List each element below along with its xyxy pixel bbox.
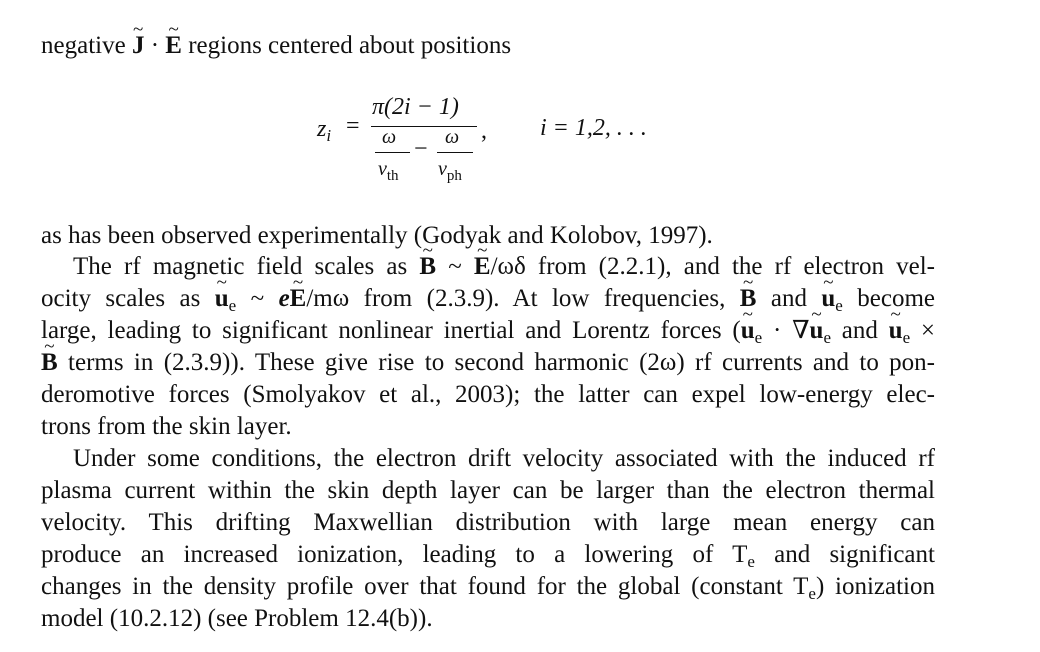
symbol-u-tilde: ~ u (810, 315, 824, 346)
symbol-u-tilde: ~ u (215, 283, 229, 314)
eq-omega-2: ω (445, 126, 460, 148)
para3-line5: changes in the density profile over that found for the global (constant $T_e$) ionization (41, 573, 936, 603)
eq-sub-fraction-bar-1 (375, 152, 410, 153)
para2-line2: ocity scales as ~ $u_e$ ~ e~ E/mω from (2.3.9). At low frequencies, ~ B and ~ $u_e$ become (41, 283, 935, 314)
intro-text-post: regions centered about positions (181, 32, 512, 59)
symbol-b-tilde: ~ B (419, 251, 436, 282)
symbol-e-tilde: ~ E (290, 283, 307, 314)
eq-minus: − (414, 136, 428, 162)
para2-line3: large, leading to significant nonlinear inertial and Lorentz forces (~ $u_e$ · ∇~ $u_e$ and ~ $u_e$ × (41, 315, 935, 346)
para2-line5: deromotive forces (Smolyakov et al., 2003); the latter can expel low-energy elec- (41, 381, 935, 408)
eq-comma: , (481, 118, 487, 144)
symbol-u-tilde: ~ u (889, 315, 903, 346)
intro-line (41, 30, 935, 61)
para3-line6: model (10.2.12) (see Problem 12.4(b)). (41, 605, 433, 632)
intro-text-pre: negative (41, 32, 132, 59)
para3-line2: plasma current within the skin depth layer can be larger than the electron thermal (41, 477, 935, 504)
eq-lhs: $z_i$ (317, 116, 332, 145)
eq-equals: = (346, 113, 360, 139)
eq-sub-fraction-bar-2 (437, 152, 473, 153)
para3-line3: velocity. This drifting Maxwellian distribution with large mean energy can (41, 509, 935, 536)
eq-v-th: $v_{th}$ (378, 158, 399, 184)
symbol-e-tilde: ~ E (474, 251, 491, 282)
para2-line1: The rf magnetic field scales as ~ B ~ ~ E/ωδ from (2.2.1), and the rf electron vel- (73, 251, 935, 282)
eq-v-ph: $v_{ph}$ (438, 158, 462, 184)
symbol-u-tilde: ~ u (741, 315, 755, 346)
symbol-b-tilde: ~ B (41, 347, 58, 378)
eq-omega-1: ω (382, 126, 397, 148)
symbol-e-tilde: ~ E (165, 30, 182, 61)
para2-line6: trons from the skin layer. (41, 413, 292, 440)
eq-numerator: π(2i − 1) (372, 94, 459, 120)
para3-line4: produce an increased ionization, leading to a lowering of $T_e$ and significant (41, 541, 935, 571)
para2-line4: ~ B terms in (2.3.9)). These give rise to second harmonic (2ω) rf currents and to pon- (41, 347, 935, 378)
eq-index-range: i = 1,2, . . . (540, 115, 647, 141)
after-equation-line: as has been observed experimentally (Godyak and Kolobov, 1997). (41, 222, 713, 249)
para3-line1: Under some conditions, the electron drift velocity associated with the induced rf (73, 445, 935, 472)
symbol-u-tilde: ~ u (821, 283, 835, 314)
dot-operator: · (144, 32, 166, 59)
symbol-j-tilde: ~ J (132, 30, 145, 61)
symbol-b-tilde: ~ B (740, 283, 757, 314)
